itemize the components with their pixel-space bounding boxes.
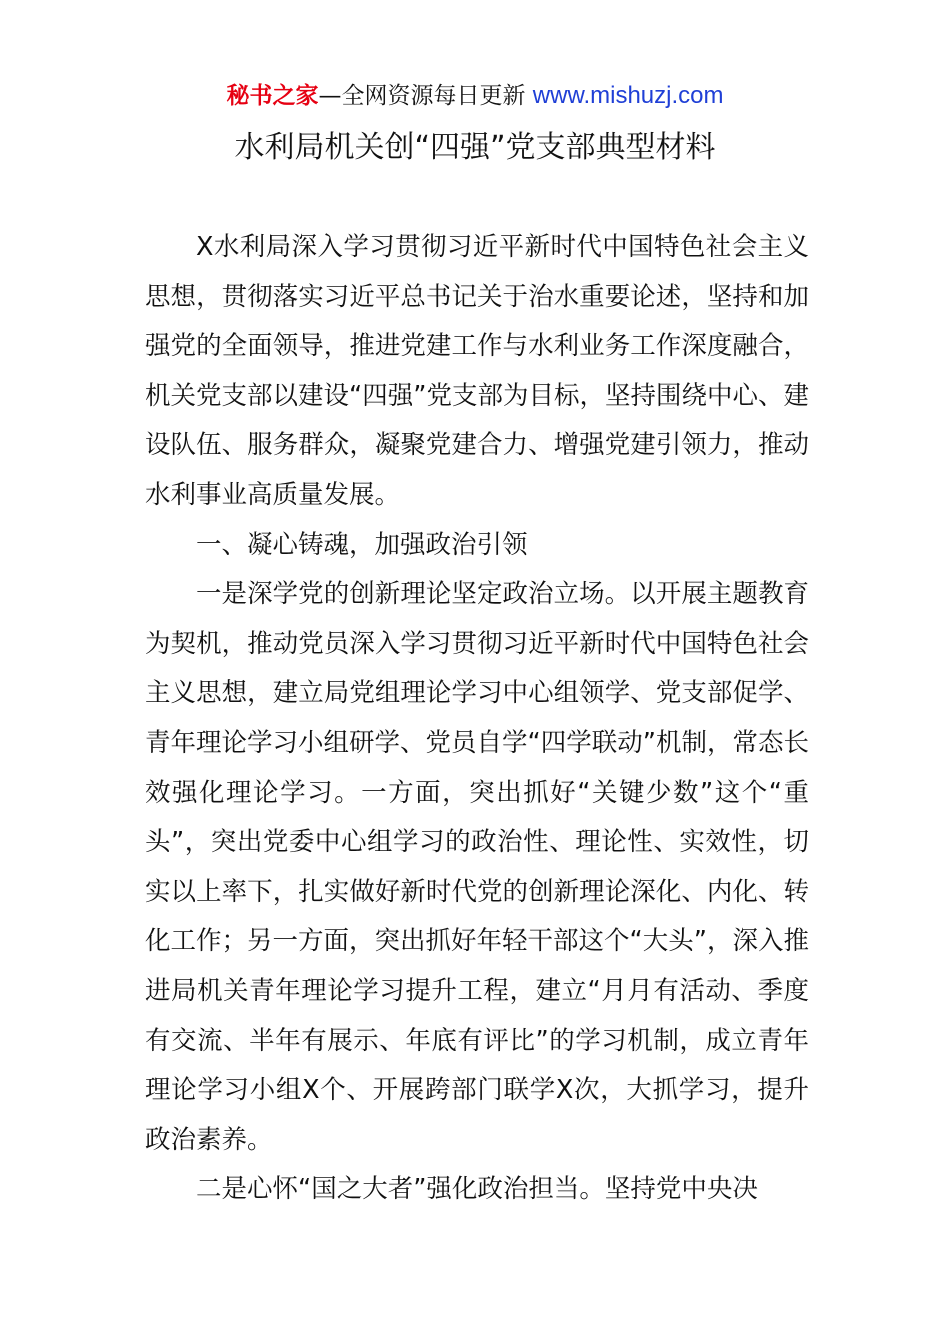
- site-header: [0, 80, 950, 112]
- site-brand: 秘书之家: [226, 83, 319, 109]
- paragraph-point-2: 二是心怀“国之大者”强化政治担当。坚持党中央决: [196, 1174, 758, 1205]
- paragraph-point-1: 一是深学党的创新理论坚定政治立场。以开展主题教育为契机，推动党员深入学习贯彻习近平新时代中国特色社会主义思想，建立局党组理论学习中心组领学、党支部促学、青年理论学习小组研学、党员自学“四学联动”机制，常态长效强化理论学习。一方面，突出抓好“关键少数”这个“重头”，突出党委中心组学习的政治性、理论性、实效性，切实以上率下，扎实做好新时代党的创新理论深化、内化、转化工作；另一方面，突出抓好年轻干部这个“大头”，深入推进局机关青年理论学习提升工程，建立“月月有活动、季度有交流、半年有展示、年底有评比”的学习机制，成立青年理论学习小组X个、开展跨部门联学X次，大抓学习，提升政治素养。: [145, 579, 809, 1155]
- document-body: [145, 223, 809, 1215]
- document-title: 水利局机关创“四强”党支部典型材料: [234, 130, 716, 165]
- paragraph-intro: X水利局深入学习贯彻习近平新时代中国特色社会主义思想，贯彻落实习近平总书记关于治水重要论述，坚持和加强党的全面领导，推进党建工作与水利业务工作深度融合，机关党支部以建设“四强”党支部为目标，坚持围绕中心、建设队伍、服务群众，凝聚党建合力、增强党建引领力，推动水利事业高质量发展。: [145, 232, 809, 510]
- site-tagline: —全网资源每日更新: [318, 83, 533, 109]
- section-heading-1: 一、凝心铸魂，加强政治引领: [196, 529, 528, 560]
- site-url-link[interactable]: www.mishuzj.com: [532, 82, 724, 109]
